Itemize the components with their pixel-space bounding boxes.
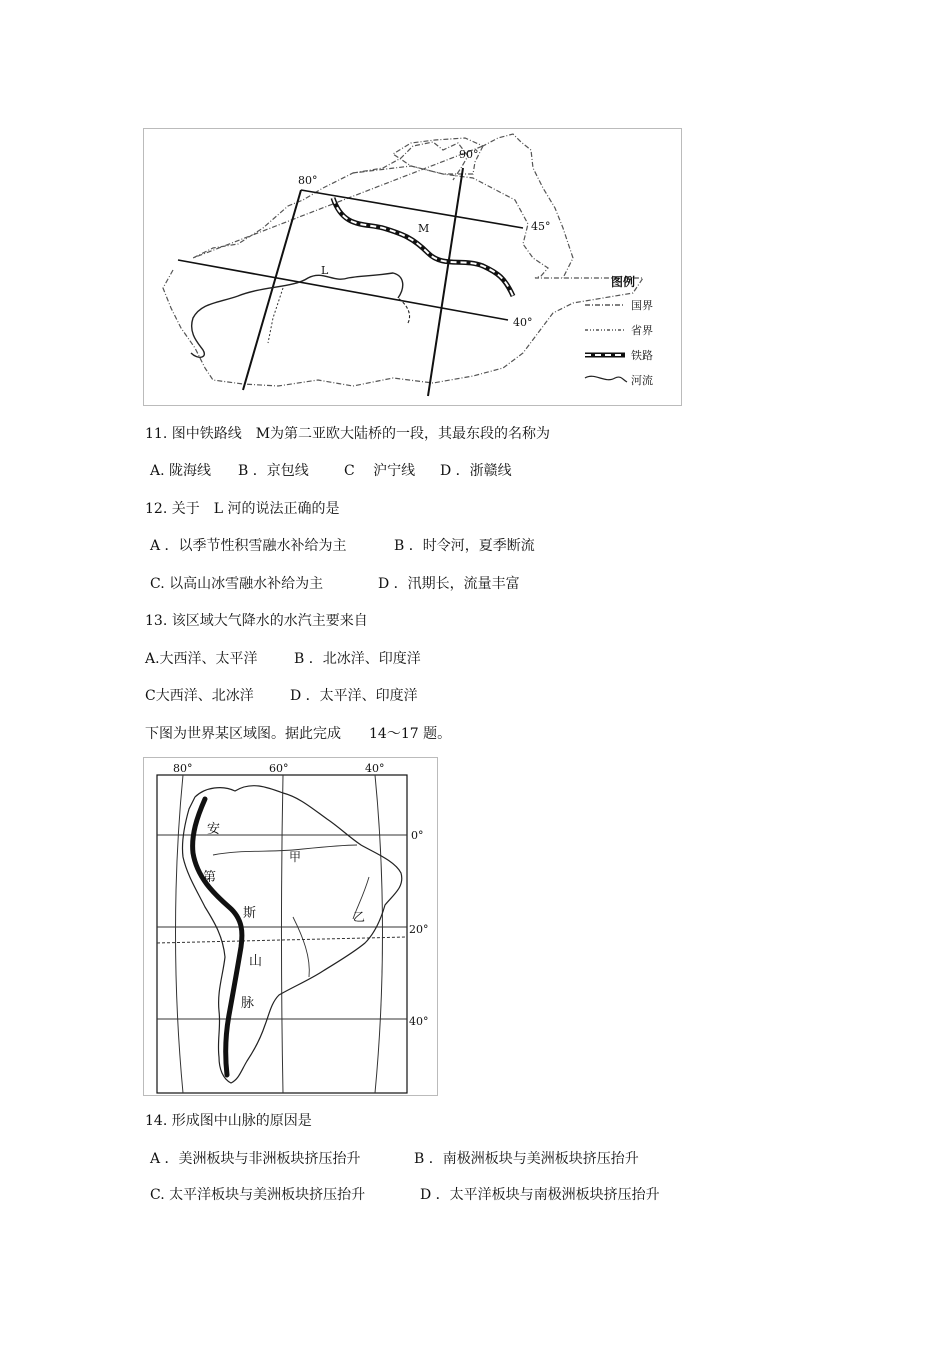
meridian-60 xyxy=(282,775,284,1093)
q14-option-a: A ．美洲板块与非洲板块挤压抬升 xyxy=(150,1151,361,1167)
label-lat0: 0° xyxy=(411,829,424,842)
river-l xyxy=(191,273,403,357)
legend-railway: 铁路 xyxy=(631,349,653,362)
label-railway-m: M xyxy=(418,222,430,235)
q11-stem: 11. 图中铁路线 M为第二亚欧大陆桥的一段，其最东段的名称为 xyxy=(145,426,551,442)
label-jia: 甲 xyxy=(289,850,302,864)
q11-option-a: A. 陇海线 xyxy=(150,463,212,479)
south-america-map-svg xyxy=(143,757,439,1097)
legend-province-border: 省界 xyxy=(631,324,653,337)
label-andes-shan: 山 xyxy=(249,954,263,969)
q11-option-d: D ．浙赣线 xyxy=(440,463,512,479)
q12-option-b: B ．时令河，夏季断流 xyxy=(394,538,535,554)
meridian-80 xyxy=(243,190,301,390)
xinjiang-map-svg xyxy=(143,128,683,406)
legend-national-border: 国界 xyxy=(631,299,653,312)
label-lon90: 90° xyxy=(459,148,479,161)
q13-option-b: B ．北冰洋、印度洋 xyxy=(294,651,421,667)
meridian-40 xyxy=(375,775,383,1093)
map-frame xyxy=(144,129,682,406)
label-andes-mai: 脉 xyxy=(241,996,255,1011)
parana-river xyxy=(293,917,309,977)
q14-option-d: D ．太平洋板块与南极洲板块挤压抬升 xyxy=(420,1187,660,1203)
q13-option-a: A.大西洋、太平洋 xyxy=(145,651,258,667)
q14-option-c: C. 太平洋板块与美洲板块挤压抬升 xyxy=(150,1187,366,1203)
meridian-80 xyxy=(176,775,184,1093)
meridian-90 xyxy=(428,168,463,396)
railway-line xyxy=(333,198,513,296)
q14-option-b: B ．南极洲板块与美洲板块挤压抬升 xyxy=(414,1151,639,1167)
label-andes-an: 安 xyxy=(207,822,221,837)
label-yi: 乙 xyxy=(353,910,366,924)
amazon-river xyxy=(213,845,357,855)
intro-text: 下图为世界某区域图。据此完成 14～17 题。 xyxy=(145,726,452,742)
q13-option-d: D ．太平洋、印度洋 xyxy=(290,688,418,704)
q12-option-c: C. 以高山冰雪融水补给为主 xyxy=(150,576,324,592)
legend xyxy=(585,274,653,387)
q14-stem: 14. 形成图中山脉的原因是 xyxy=(145,1113,312,1129)
andes-mountains xyxy=(193,799,242,1075)
q12-stem: 12. 关于 L 河的说法正确的是 xyxy=(145,501,340,517)
q13-option-c: C大西洋、北冰洋 xyxy=(145,688,254,704)
label-lat20: 20° xyxy=(409,923,429,936)
label-river-l: L xyxy=(321,264,329,277)
figure-xinjiang-map xyxy=(143,128,683,406)
q13-stem: 13. 该区域大气降水的水汽主要来自 xyxy=(145,613,368,629)
figure-south-america-map xyxy=(143,757,439,1097)
legend-river: 河流 xyxy=(631,374,653,387)
parallel-40 xyxy=(178,260,508,320)
label-lat40: 40° xyxy=(409,1015,429,1028)
q12-option-a: A ．以季节性积雪融水补给为主 xyxy=(150,538,347,554)
q12-option-d: D ．汛期长，流量丰富 xyxy=(378,576,520,592)
label-lat40: 40° xyxy=(513,316,533,329)
legend-title: 图例 xyxy=(611,275,636,289)
label-lon60: 60° xyxy=(269,762,289,775)
label-andes-di: 第 xyxy=(203,870,217,885)
q11-option-c: C 沪宁线 xyxy=(344,463,416,479)
label-andes-si: 斯 xyxy=(243,906,257,921)
parallel-45 xyxy=(301,190,523,228)
legend-river-symbol xyxy=(585,376,627,382)
label-lon80: 80° xyxy=(298,174,318,187)
q11-option-b: B ．京包线 xyxy=(238,463,309,479)
label-lon80: 80° xyxy=(173,762,193,775)
national-border xyxy=(163,134,643,386)
label-lat45: 45° xyxy=(531,220,551,233)
label-lon40: 40° xyxy=(365,762,385,775)
